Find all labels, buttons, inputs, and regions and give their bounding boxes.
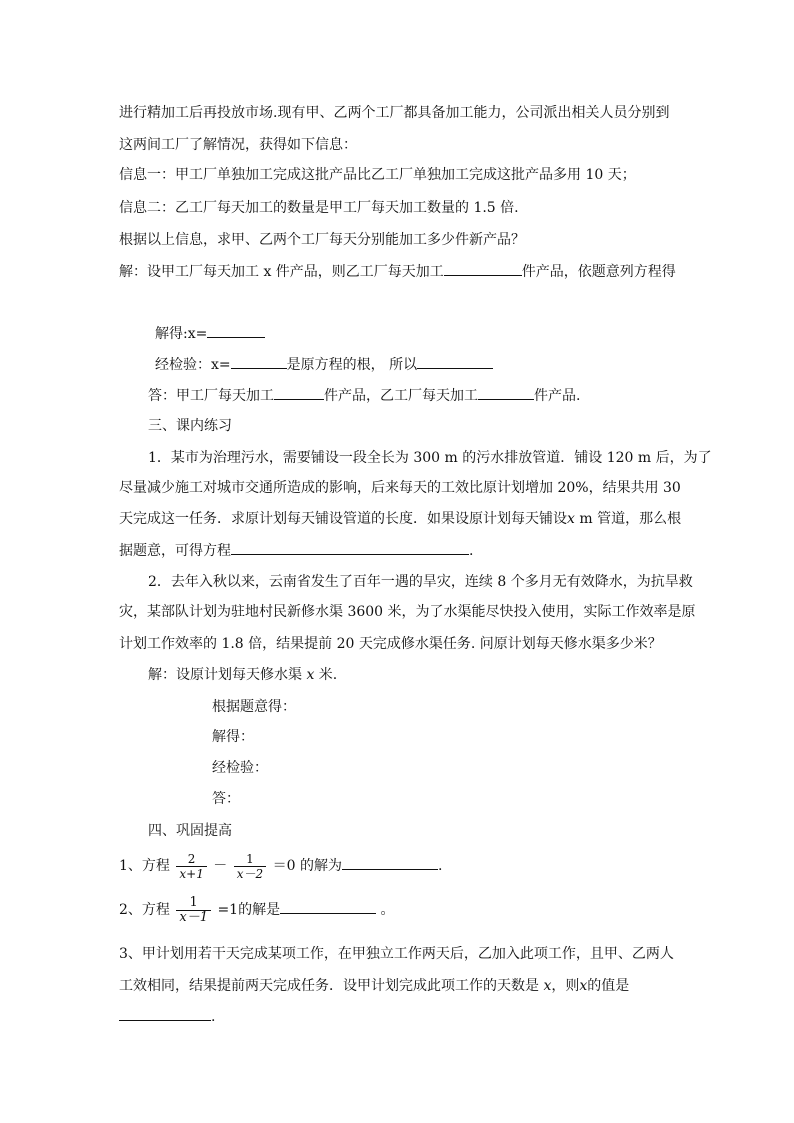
period: . [437,858,443,874]
answer-blank[interactable] [280,899,376,914]
answer-text-b: 件产品，乙工厂每天加工 [324,388,478,404]
answer-blank[interactable] [342,855,438,870]
exercise-3-line-2 [119,976,629,996]
problem-2-solution-a: 解：设原计划每天修水渠 [148,667,307,683]
question-text: 根据以上信息，求甲、乙两个工厂每天分别能加工多少件新产品？ [119,232,525,248]
info-one: 信息一：甲工厂单独加工完成这批产品比乙工厂单独加工完成这批产品多用 10 天； [119,167,636,183]
exercise-1 [119,851,442,881]
exercise-3-line-3 [119,1006,215,1027]
answer-text-a: 答：甲工厂每天加工 [148,388,274,404]
variable-x: x [543,978,552,994]
variable-x: x [306,667,315,683]
answer-blank[interactable] [231,354,287,369]
answer-line [148,385,580,406]
solve-line [155,323,265,344]
exercise-3-text-c: 的值是 [587,978,630,994]
info-two: 信息二：乙工厂每天加工的数量是甲工厂每天加工数量的 1.5 倍. [119,200,519,216]
problem-1-line-2: 尽量减少施工对城市交通所造成的影响，后来每天的工效比原计划增加 20%，结果共用 30 [119,480,681,496]
check-label: 经检验：x= [155,357,231,373]
answer-blank[interactable] [417,354,493,369]
step-solve: 解得： [212,729,254,745]
solution-setup-text-b: 件产品，依题意列方程得 [521,264,676,280]
exercise-3-text-a: 工效相同，结果提前两天完成任务．设甲计划完成此项工作的天数是 [119,978,544,994]
answer-blank[interactable] [207,323,265,338]
minus-sign: － [213,858,228,874]
solution-setup [119,261,676,282]
section-three-title: 三、课内练习 [148,418,232,434]
check-text: 是原方程的根， 所以 [286,357,418,373]
intro-line-2: 这两间工厂了解情况，获得如下信息： [119,137,357,153]
problem-1-equation-label: 据题意，可得方程 [119,543,231,559]
check-line [155,354,493,375]
fraction: $\frac{1}{x-2}$ [234,852,266,881]
exercise-1-text: ＝0 的解为 [272,858,342,874]
exercise-2-label: 2、方程 [119,902,170,918]
problem-1-line-3-a: 天完成这一任务．求原计划每天铺设管道的长度．如果设原计划每天铺设 [119,511,567,527]
exercise-2 [119,895,395,925]
equation-blank[interactable] [231,540,469,555]
variable-x: x [567,511,575,527]
step-equation: 根据题意得： [212,699,296,715]
exercise-3-line-1: 3、甲计划用若干天完成某项工作，在甲独立工作两天后，乙加入此项工作，且甲、乙两人 [119,946,674,962]
problem-2-solution [148,665,337,685]
problem-1-line-3 [119,509,681,529]
step-check: 经检验： [212,760,268,776]
step-answer: 答： [212,791,240,807]
problem-1-line-3-b: m 管道，那么根 [574,511,682,527]
period: . [211,1009,216,1025]
problem-2-line-2: 灾，某部队计划为驻地村民新修水渠 3600 米，为了水渠能尽快投入使用，实际工作效率是原 [119,604,696,620]
answer-blank[interactable] [478,385,534,400]
period: . [469,543,474,559]
exercise-2-text: =1的解是 [217,902,281,918]
solution-setup-text-a: 解：设甲工厂每天加工 x 件产品，则乙工厂每天加工 [119,264,444,280]
variable-x: x [579,978,588,994]
problem-1-line-1: 1．某市为治理污水，需要铺设一段全长为 300 m 的污水排放管道．铺设 120 m 后，为了 [148,450,712,466]
answer-text-c: 件产品. [534,388,581,404]
problem-2-line-3: 计划工作效率的 1.8 倍，结果提前 20 天完成修水渠任务. 问原计划每天修水渠多少米？ [119,636,662,652]
problem-1-line-4 [119,540,473,561]
answer-blank[interactable] [119,1006,211,1021]
problem-2-line-1: 2．去年入秋以来，云南省发生了百年一遇的旱灾，连续 8 个多月无有效降水，为抗旱救 [148,574,693,590]
exercise-1-label: 1、方程 [119,858,170,874]
solve-label: 解得:x= [155,326,208,342]
exercise-3-text-b: ，则 [551,978,580,994]
answer-blank[interactable] [274,385,324,400]
problem-2-solution-b: 米. [314,667,338,683]
period: 。 [376,902,395,918]
fraction: $\frac{1}{x-1}$ [176,896,211,925]
intro-line-1: 进行精加工后再投放市场.现有甲、乙两个工厂都具备加工能力，公司派出相关人员分别到 [119,105,670,121]
fraction: $\frac{2}{x+1}$ [176,852,206,881]
answer-blank[interactable] [444,261,522,276]
section-four-title: 四、巩固提高 [148,823,232,839]
